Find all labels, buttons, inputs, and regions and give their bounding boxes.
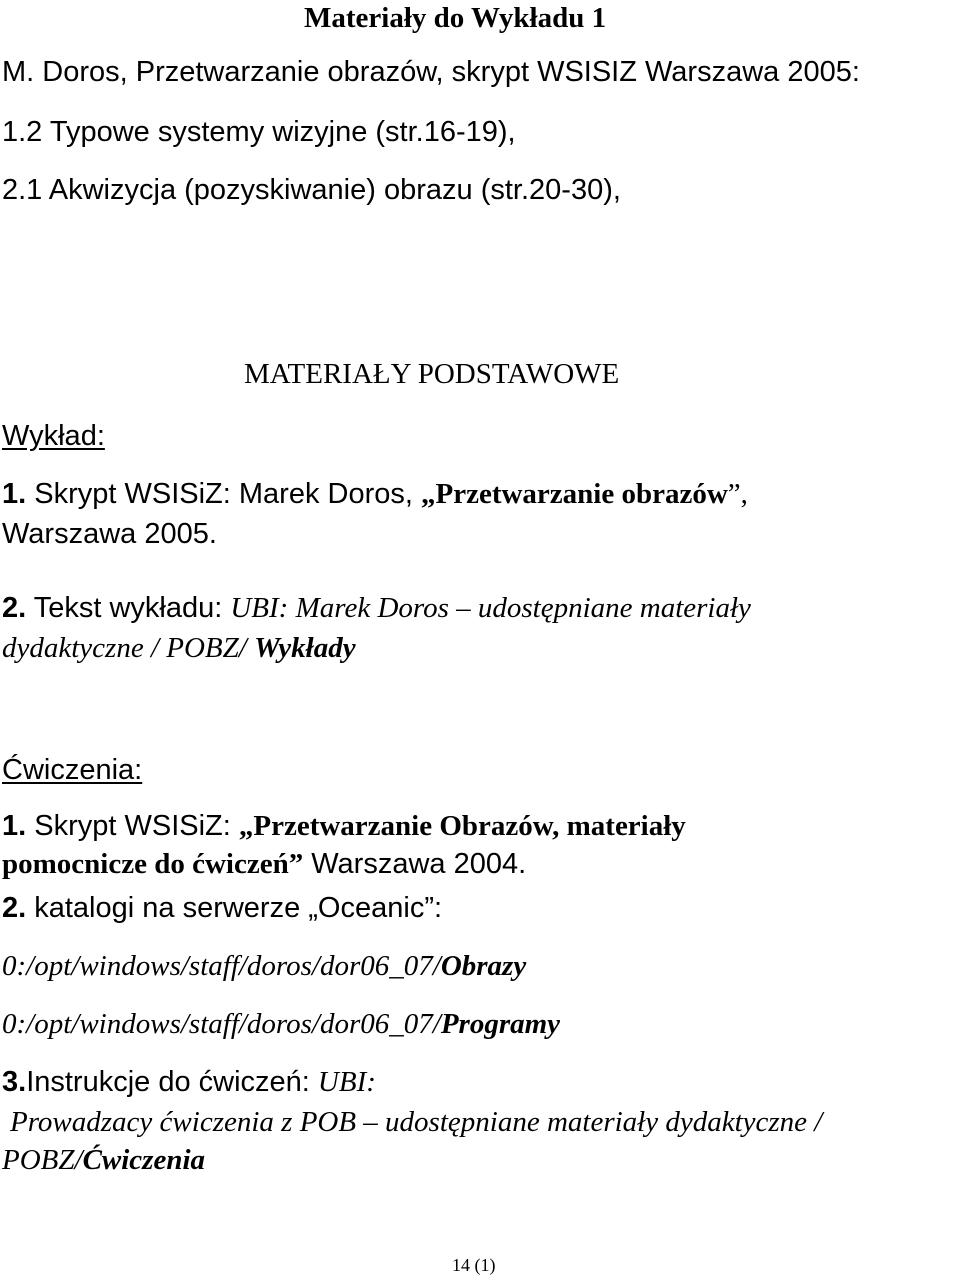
lecture-item-2: 2. Tekst wykładu: UBI: Marek Doros – udostępniane materiały — [2, 592, 751, 624]
exercises-item-3: 3.Instrukcje do ćwiczeń: UBI: — [2, 1066, 376, 1098]
exercises-item-1-line-2: pomocnicze do ćwiczeń” Warszawa 2004. — [2, 848, 527, 880]
lecture-item-1-line-2: Warszawa 2005. — [2, 518, 217, 550]
exercises-item-1: 1. Skrypt WSISiZ: „Przetwarzanie Obrazów, materiały — [2, 810, 686, 842]
lecture-heading: Wykład: — [2, 420, 105, 452]
document-title: Materiały do Wykładu 1 — [304, 2, 607, 34]
exercises-item-3-line-3: POBZ/Ćwiczenia — [2, 1144, 206, 1176]
lecture-item-2-line-2: dydaktyczne / POBZ/ Wykłady — [2, 632, 356, 664]
exercises-heading: Ćwiczenia: — [2, 754, 143, 786]
exercises-item-3-line-2: Prowadzacy ćwiczenia z POB – udostępniane materiały dydaktyczne / — [10, 1106, 823, 1138]
reference-line: M. Doros, Przetwarzanie obrazów, skrypt WSISIZ Warszawa 2005: — [2, 56, 860, 88]
lecture-item-1: 1. Skrypt WSISiZ: Marek Doros, „Przetwarzanie obrazów”, — [2, 478, 748, 510]
server-path-images: 0:/opt/windows/staff/doros/dor06_07/Obrazy — [2, 950, 527, 982]
section-title: MATERIAŁY PODSTAWOWE — [244, 358, 620, 390]
exercises-item-2: 2. katalogi na serwerze „Oceanic”: — [2, 892, 443, 924]
page-number: 14 (1) — [452, 1255, 496, 1275]
reference-item-1: 1.2 Typowe systemy wizyjne (str.16-19), — [2, 116, 516, 148]
reference-item-2: 2.1 Akwizycja (pozyskiwanie) obrazu (str.20-30), — [2, 174, 621, 206]
server-path-programs: 0:/opt/windows/staff/doros/dor06_07/Programy — [2, 1008, 561, 1040]
